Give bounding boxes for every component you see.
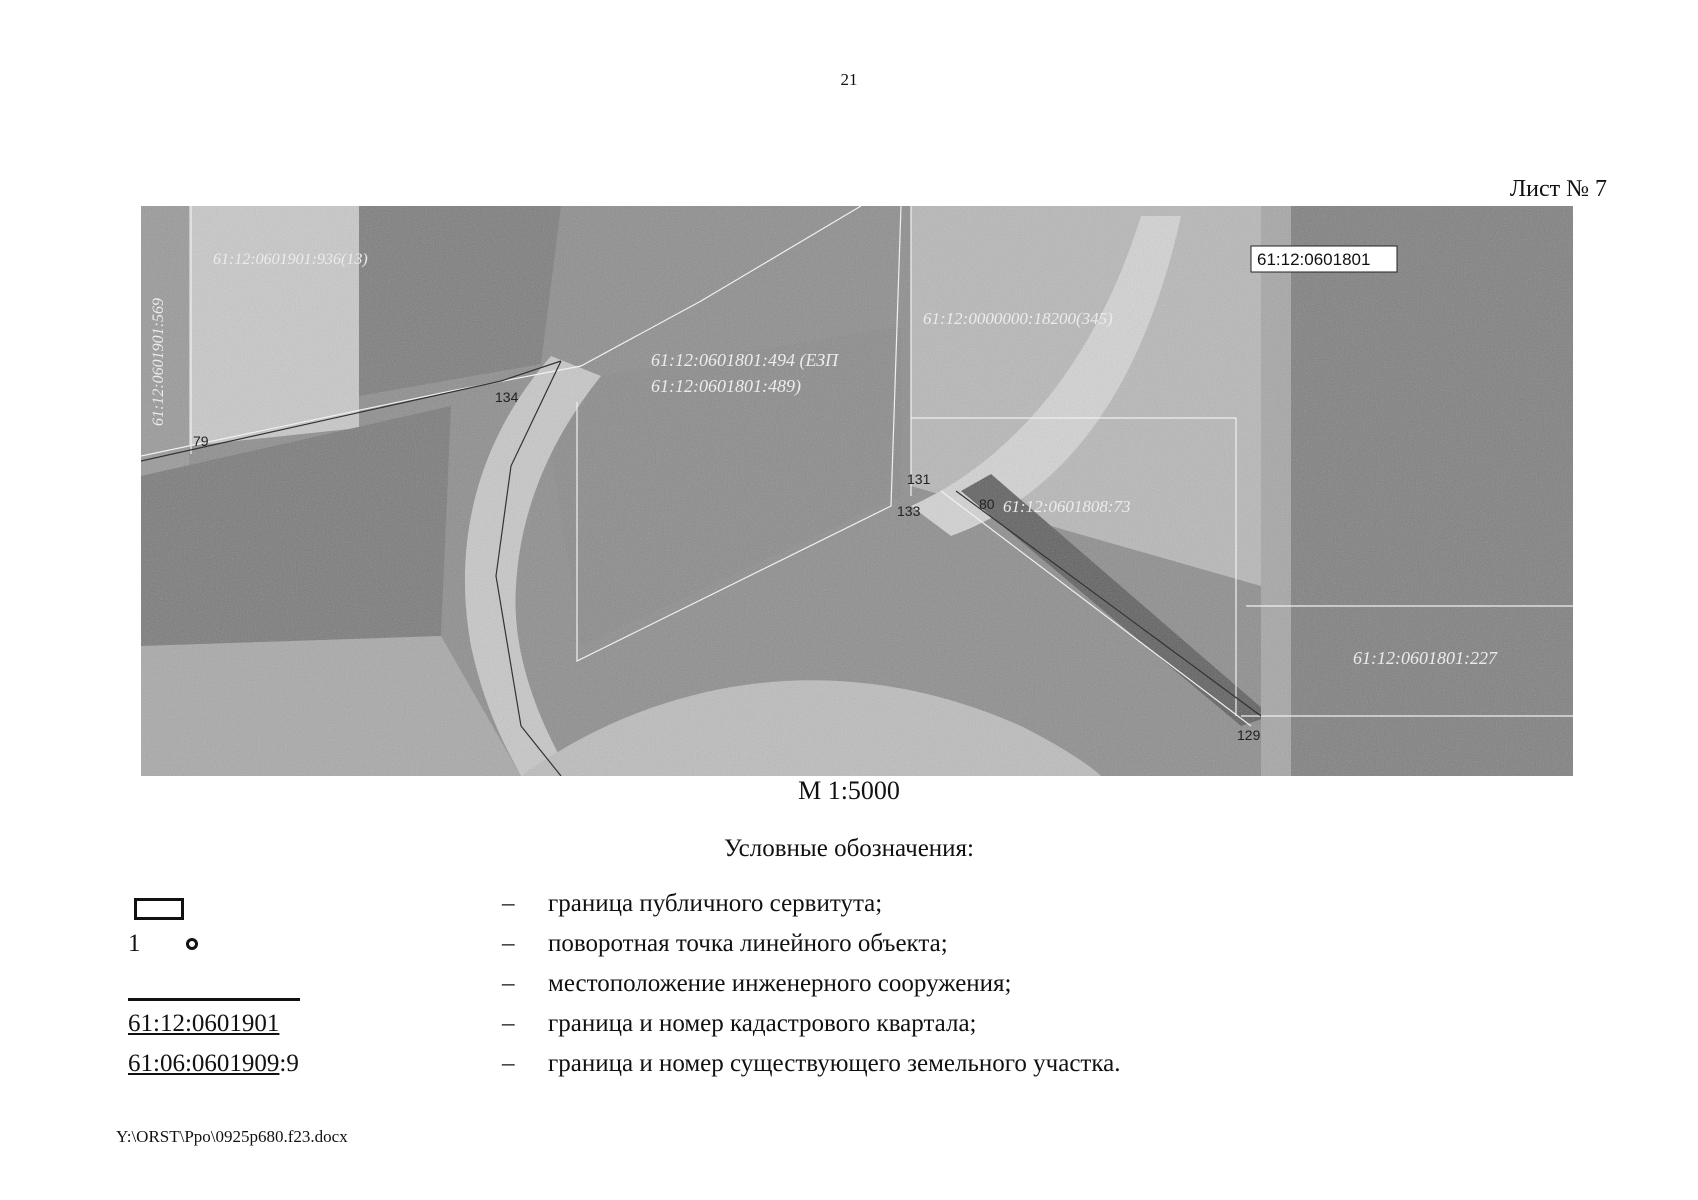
quarter-number-label: 61:12:0601801 (1257, 250, 1371, 269)
file-path: Y:\ORST\Ppo\0925p680.f23.docx (116, 1127, 348, 1146)
point-133: 133 (897, 503, 921, 519)
legend-dash: – (502, 930, 515, 957)
legend-title: Условные обозначения: (723, 835, 975, 862)
label-parcel-73: 61:12:0601808:73 (1003, 497, 1131, 516)
legend-description: местоположение инженерного сооружения; (548, 970, 1012, 997)
point-80: 80 (979, 496, 995, 512)
legend-dash: – (502, 970, 515, 997)
legend-dash: – (502, 1010, 515, 1037)
label-parcel-569: 61:12:0601901:569 (150, 298, 167, 426)
legend-item-quarter (0, 1010, 1698, 1048)
legend-description: поворотная точка линейного объекта; (548, 930, 948, 957)
line-icon (128, 998, 300, 1001)
label-parcel-18200: 61:12:0000000:18200(345) (923, 309, 1113, 328)
map-svg (141, 206, 1573, 776)
map-scale: М 1:5000 (798, 776, 900, 805)
point-131: 131 (907, 471, 931, 487)
rectangle-icon (134, 898, 184, 920)
label-parcel-494: 61:12:0601801:494 (ЕЗП (651, 350, 839, 370)
legend-parcel-code-wrap (128, 1050, 299, 1078)
sheet-label: Лист № 7 (1509, 176, 1607, 202)
legend-description: граница и номер существующего земельного участка. (548, 1050, 1121, 1077)
legend-dash: – (502, 1050, 515, 1077)
legend-parcel-code: 61:06:0601909 (128, 1050, 280, 1077)
point-134: 134 (495, 389, 519, 405)
legend-item-structure (0, 970, 1698, 1008)
label-parcel-936: 61:12:0601901:936(13) (213, 251, 368, 268)
page-number: 21 (840, 70, 858, 89)
map-image (141, 206, 1573, 776)
legend-item-parcel (0, 1050, 1698, 1088)
grain-overlay (141, 206, 1573, 776)
legend-point-number: 1 (128, 930, 141, 957)
circle-point-icon (186, 938, 198, 950)
legend-parcel-suffix: :9 (279, 1050, 299, 1077)
legend-item-servitude (0, 890, 1698, 928)
label-parcel-489: 61:12:0601801:489) (651, 376, 801, 396)
label-parcel-227: 61:12:0601801:227 (1353, 648, 1497, 668)
legend-quarter-code: 61:12:0601901 (128, 1010, 280, 1037)
legend-dash: – (502, 890, 515, 917)
legend-description: граница публичного сервитута; (548, 890, 883, 917)
point-79: 79 (193, 433, 209, 449)
point-129: 129 (1237, 727, 1261, 743)
legend-item-turning-point (0, 930, 1698, 968)
legend-description: граница и номер кадастрового квартала; (548, 1010, 977, 1037)
